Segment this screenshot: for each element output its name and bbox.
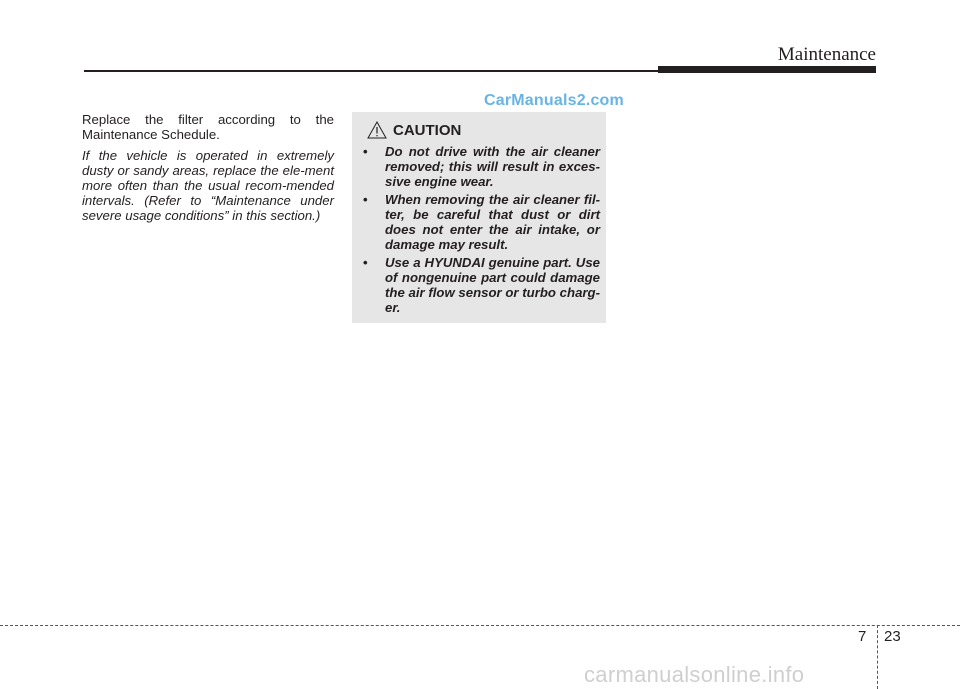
header-rule-thin: [84, 70, 660, 72]
caution-item-text: Do not drive with the air cleaner removed; this will result in exces-sive engine wear.: [385, 144, 600, 189]
caution-item: [363, 192, 600, 252]
page-number: 23: [884, 628, 901, 645]
caution-title: CAUTION: [393, 121, 462, 139]
warning-triangle-icon: [367, 121, 387, 139]
caution-header: [367, 120, 600, 140]
caution-item-text: Use a HYUNDAI genuine part. Use of nongenuine part could damage the air flow sensor or turbo charg-er.: [385, 255, 600, 315]
caution-item: [363, 255, 600, 315]
bullet: •: [363, 255, 368, 270]
left-column: [82, 112, 334, 229]
chapter-number: 7: [858, 628, 867, 645]
header-rule-thick: [658, 66, 876, 73]
footer-dashed-rule: [0, 625, 960, 626]
caution-list: [363, 144, 600, 315]
caution-item-text: When removing the air cleaner fil-ter, be careful that dust or dirt does not enter the air intake, or damage may result.: [385, 192, 600, 252]
dusty-areas-note: If the vehicle is operated in extremely dusty or sandy areas, replace the ele-ment more often than the usual recom-mended intervals. (Refer to “Maintenance under severe usage conditions” in this section.): [82, 148, 334, 223]
caution-box: [352, 112, 606, 323]
section-title: Maintenance: [777, 44, 876, 65]
watermark-carmanuals2[interactable]: CarManuals2.com: [484, 92, 624, 109]
bullet: •: [363, 192, 368, 207]
footer-vertical-dash: [877, 625, 878, 689]
bullet: •: [363, 144, 368, 159]
caution-item: [363, 144, 600, 189]
watermark-carmanualsonline: carmanualsonline.info: [584, 662, 805, 687]
replace-filter-paragraph: Replace the filter according to the Maintenance Schedule.: [82, 112, 334, 142]
